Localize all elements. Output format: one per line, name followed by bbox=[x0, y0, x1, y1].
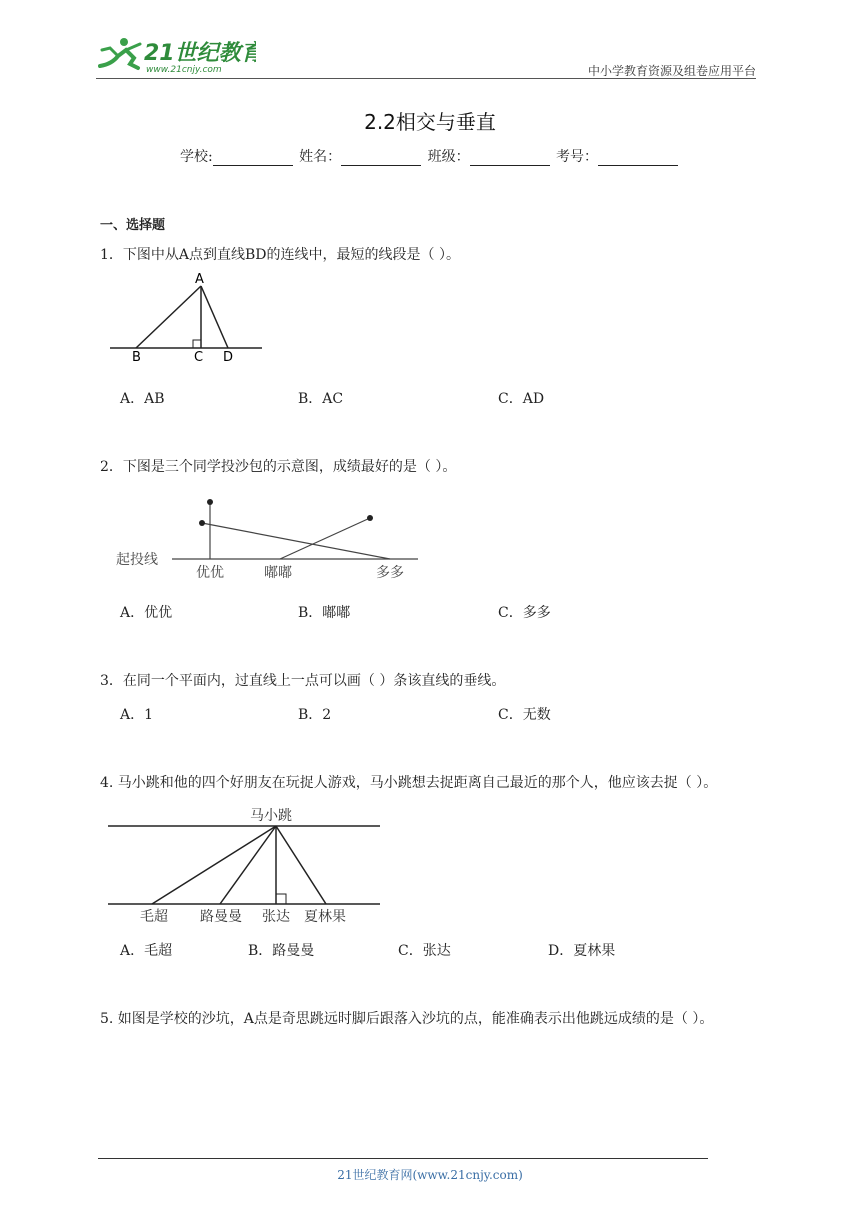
page-title: 2.2相交与垂直 bbox=[364, 110, 496, 134]
question-2-option-a[interactable]: A．优优 bbox=[120, 605, 173, 621]
question-2-figure bbox=[112, 492, 422, 588]
footer-divider bbox=[98, 1158, 708, 1159]
fig1-label-c: C bbox=[194, 350, 204, 365]
question-4-text: 4. 马小跳和他的四个好朋友在玩捉人游戏，马小跳想去捉距离自己最近的那个人，他应该去捉（ ）。 bbox=[100, 775, 718, 791]
section-heading: 一、选择题 bbox=[100, 218, 166, 233]
platform-name: 中小学教育资源及组卷应用平台 bbox=[587, 64, 756, 78]
question-4-figure bbox=[106, 804, 386, 932]
fig4-label-xialinguo: 夏林果 bbox=[304, 909, 346, 925]
question-5-text: 5. 如图是学校的沙坑，A点是奇思跳远时脚后跟落入沙坑的点，能准确表示出他跳远成绩的是（ ）。 bbox=[100, 1011, 714, 1027]
question-2-option-b[interactable]: B．嘟嘟 bbox=[298, 605, 351, 621]
exam-no-label: 考号： bbox=[556, 149, 599, 165]
student-info bbox=[0, 146, 860, 166]
question-4-option-b[interactable]: B．路曼曼 bbox=[248, 943, 315, 959]
fig2-label-dudu: 嘟嘟 bbox=[264, 565, 292, 581]
school-label: 学校: bbox=[179, 149, 213, 165]
logo-text: 21世纪教育 bbox=[144, 41, 256, 66]
header-divider bbox=[96, 78, 756, 79]
question-4-option-d[interactable]: D．夏林果 bbox=[548, 943, 616, 959]
fig4-label-maochao: 毛超 bbox=[140, 909, 168, 925]
question-3-option-b[interactable]: B．2 bbox=[298, 707, 332, 723]
footer-text[interactable]: 21世纪教育网(www.21cnjy.com) bbox=[337, 1168, 523, 1182]
school-blank[interactable] bbox=[213, 151, 293, 166]
logo-url: www.21cnjy.com bbox=[146, 65, 222, 75]
name-blank[interactable] bbox=[341, 151, 421, 166]
runner-icon bbox=[100, 38, 140, 68]
question-4-option-a[interactable]: A．毛超 bbox=[120, 943, 173, 959]
fig2-label-duoduo: 多多 bbox=[376, 565, 404, 581]
question-1-option-b[interactable]: B．AC bbox=[298, 391, 344, 407]
fig1-label-d: D bbox=[223, 350, 234, 365]
question-3-text: 3．在同一个平面内，过直线上一点可以画（ ）条该直线的垂线。 bbox=[100, 673, 506, 689]
question-1-figure bbox=[106, 268, 266, 372]
question-1-option-c[interactable]: C．AD bbox=[498, 391, 545, 407]
question-1-option-a[interactable]: A．AB bbox=[120, 391, 165, 407]
class-label: 班级： bbox=[427, 149, 470, 165]
fig4-label-lumanman: 路曼曼 bbox=[200, 909, 242, 925]
question-2-option-c[interactable]: C．多多 bbox=[498, 605, 551, 621]
exam-no-blank[interactable] bbox=[598, 151, 678, 166]
logo bbox=[96, 34, 256, 78]
question-1-text: 1．下图中从A点到直线BD的连线中，最短的线段是（ ）。 bbox=[100, 247, 460, 263]
fig4-label-maxiaotiao: 马小跳 bbox=[250, 808, 292, 824]
fig1-label-a: A bbox=[195, 272, 204, 287]
fig4-label-zhangda: 张达 bbox=[262, 909, 290, 925]
question-2-text: 2．下图是三个同学投沙包的示意图，成绩最好的是（ ）。 bbox=[100, 459, 457, 475]
class-blank[interactable] bbox=[470, 151, 550, 166]
fig1-label-b: B bbox=[132, 350, 141, 365]
question-4-option-c[interactable]: C．张达 bbox=[398, 943, 451, 959]
name-label: 姓名： bbox=[299, 149, 342, 165]
question-3-option-c[interactable]: C．无数 bbox=[498, 707, 551, 723]
fig2-label-start-line: 起投线 bbox=[116, 552, 158, 568]
question-3-option-a[interactable]: A．1 bbox=[120, 707, 154, 723]
fig2-label-youyou: 优优 bbox=[196, 565, 224, 581]
